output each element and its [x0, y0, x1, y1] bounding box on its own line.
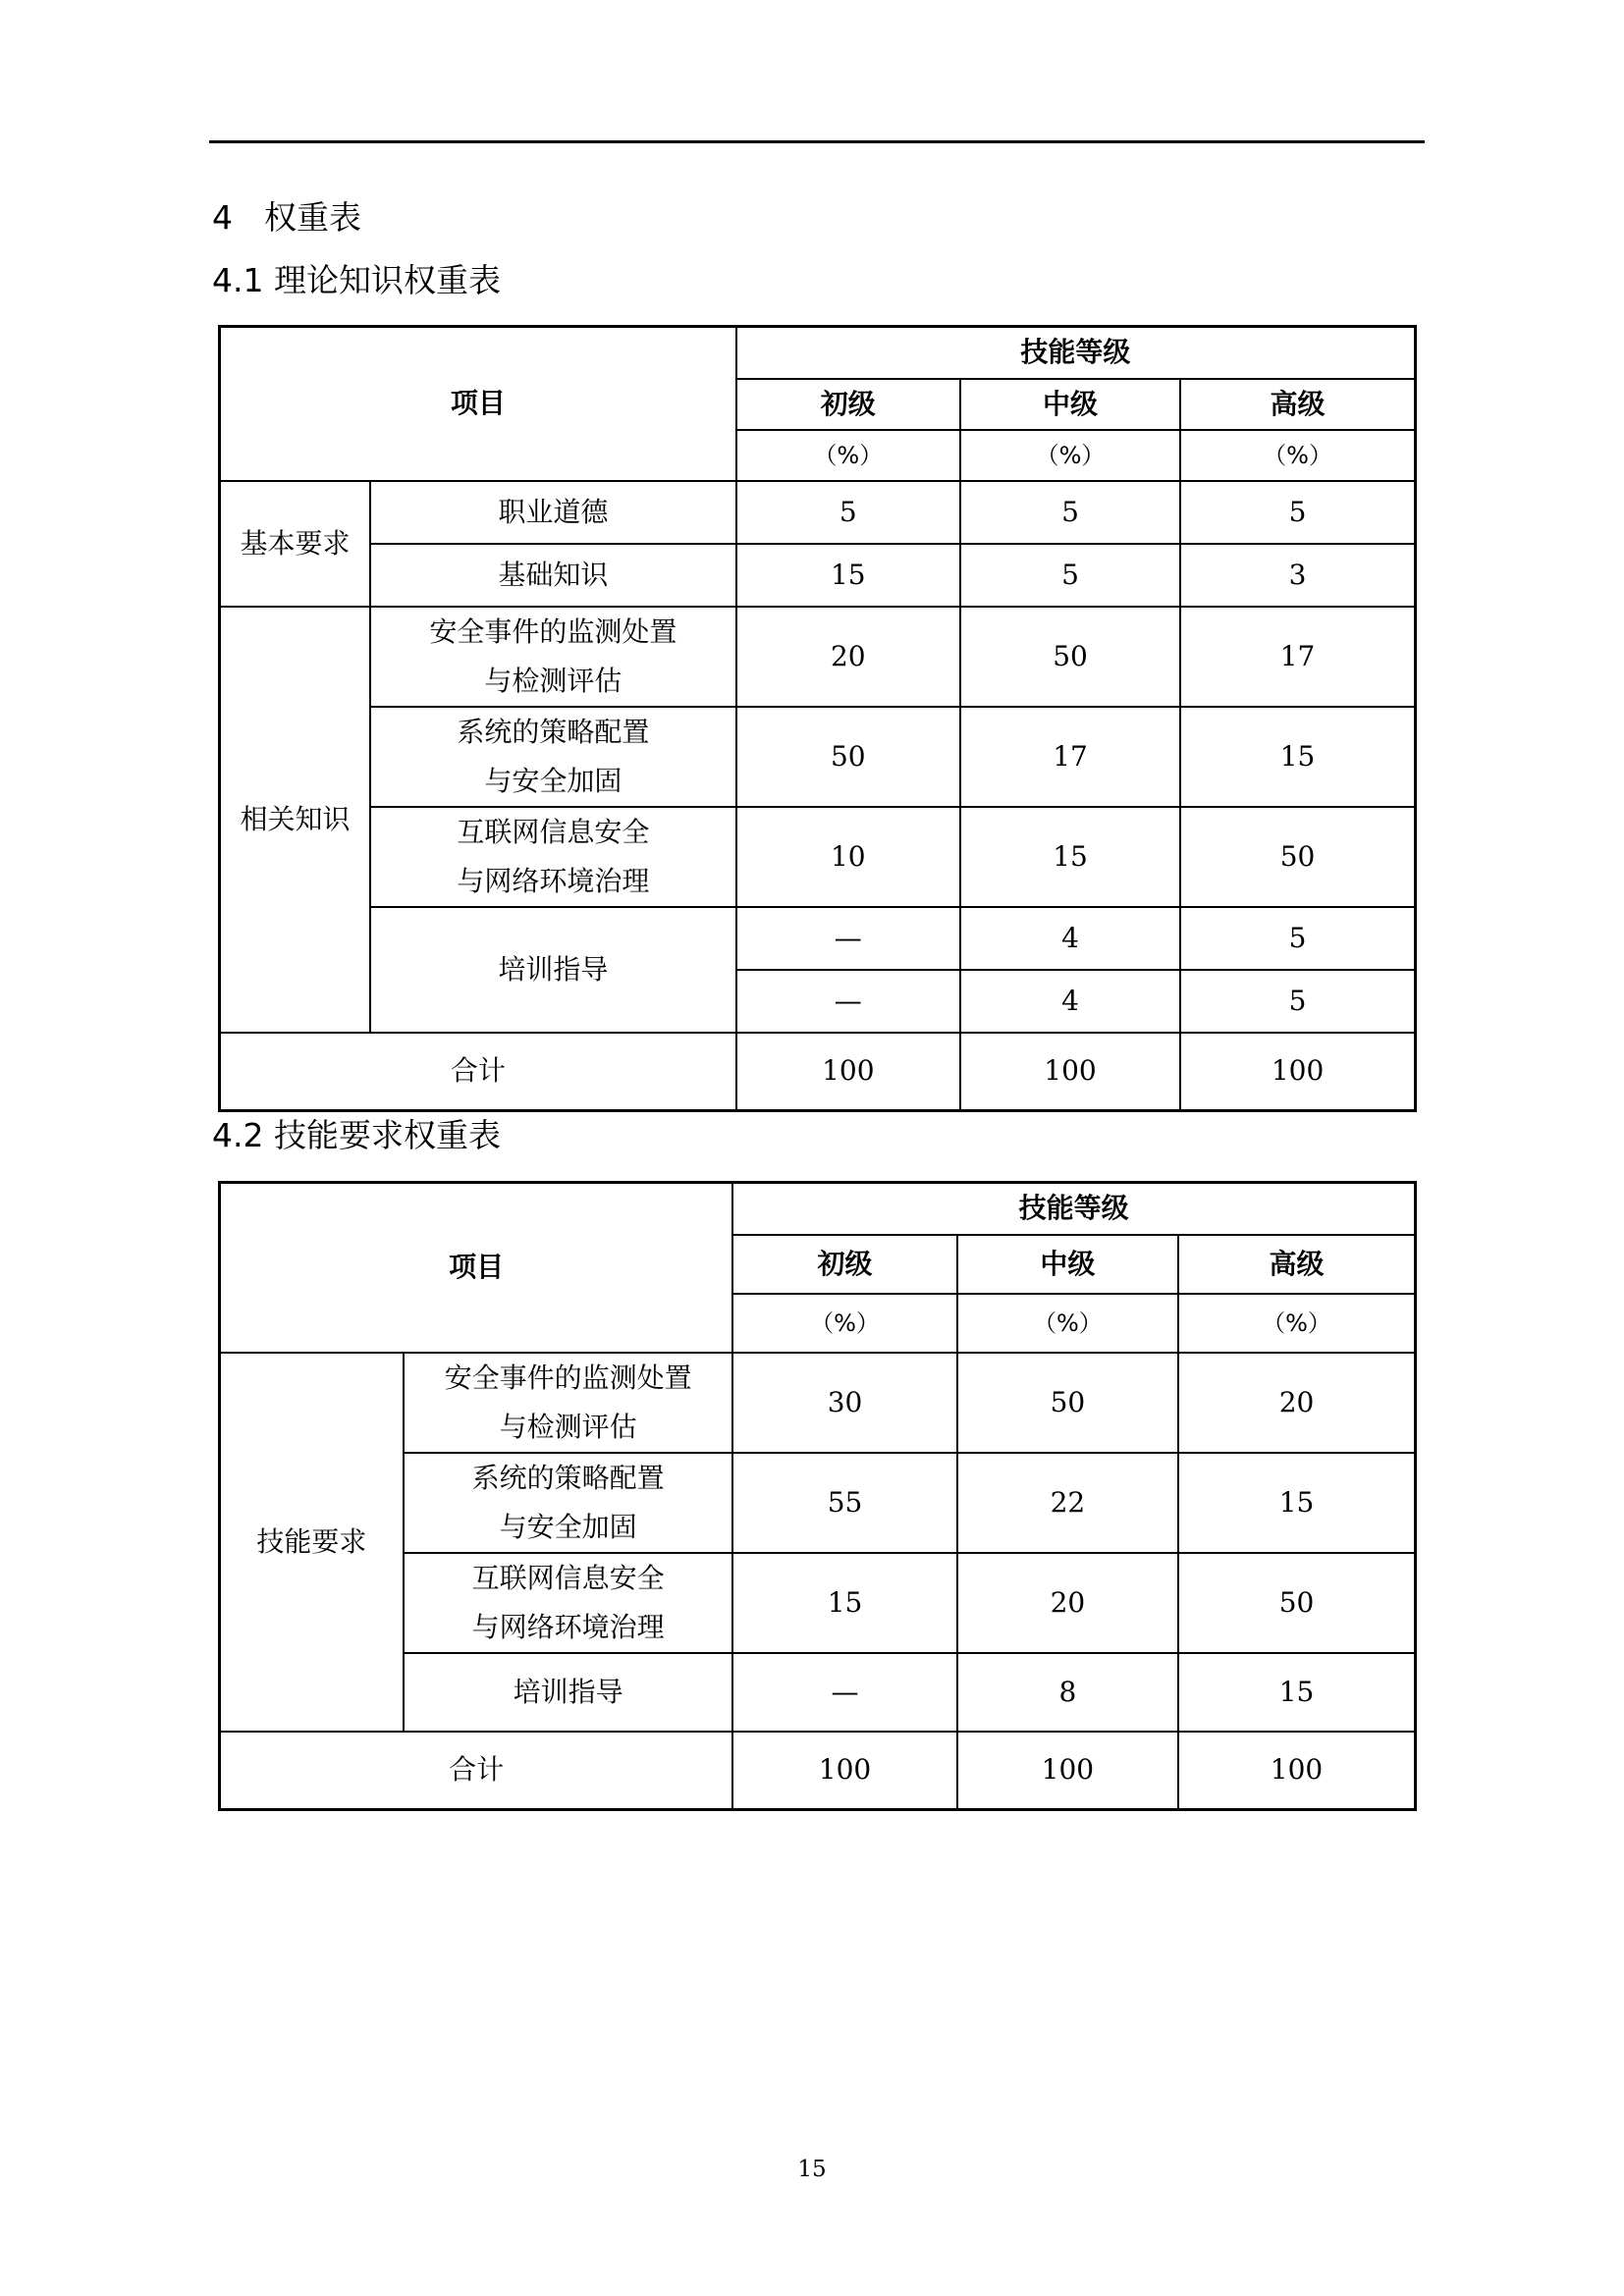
- row-label-line: 与检测评估: [499, 1410, 637, 1443]
- table-cell: 55: [732, 1453, 956, 1553]
- header-level-junior: 初级: [736, 379, 960, 430]
- total-cell: 100: [960, 1033, 1180, 1111]
- table-cell: 5: [1180, 907, 1415, 970]
- header-unit: （%）: [960, 430, 1180, 481]
- row-label-line: 互联网信息安全: [471, 1561, 665, 1594]
- theory-heading: 4.1 理论知识权重表: [212, 261, 501, 299]
- table-cell: —: [736, 907, 960, 970]
- table-cell: —: [736, 970, 960, 1033]
- skills-weight-table: [218, 1181, 1417, 1811]
- table-cell: 15: [736, 544, 960, 607]
- table-cell: 50: [1178, 1553, 1415, 1653]
- row-label: 职业道德: [370, 481, 736, 544]
- header-unit: （%）: [1178, 1294, 1415, 1353]
- row-label-line: 与检测评估: [484, 664, 623, 697]
- total-cell: 100: [1178, 1732, 1415, 1810]
- group-label: 基本要求: [220, 481, 371, 607]
- row-label: [370, 607, 736, 707]
- row-label-line: 互联网信息安全: [457, 815, 650, 848]
- table-cell: 30: [732, 1353, 956, 1453]
- table-cell: 5: [1180, 481, 1415, 544]
- section-number: 4: [212, 198, 233, 237]
- header-unit: （%）: [732, 1294, 956, 1353]
- table-cell: 50: [1180, 807, 1415, 907]
- page-number: 15: [797, 2157, 827, 2182]
- table-cell: 5: [736, 481, 960, 544]
- row-label-line: 安全事件的监测处置: [429, 614, 677, 648]
- header-level-intermediate: 中级: [960, 379, 1180, 430]
- total-cell: 100: [1180, 1033, 1415, 1111]
- table-cell: 4: [960, 907, 1180, 970]
- table-cell: 50: [960, 607, 1180, 707]
- table-cell: 10: [736, 807, 960, 907]
- table-cell: —: [732, 1653, 956, 1732]
- header-unit: （%）: [957, 1294, 1178, 1353]
- row-label: [370, 807, 736, 907]
- table-cell: 3: [1180, 544, 1415, 607]
- table-cell: 15: [732, 1553, 956, 1653]
- row-label-line: 系统的策略配置: [471, 1461, 665, 1494]
- header-level-intermediate: 中级: [957, 1235, 1178, 1294]
- table-cell: 22: [957, 1453, 1178, 1553]
- total-label: 合计: [220, 1033, 736, 1111]
- table-cell: 5: [960, 481, 1180, 544]
- table-cell: 20: [736, 607, 960, 707]
- table-cell: 20: [1178, 1353, 1415, 1453]
- skills-heading: 4.2 技能要求权重表: [212, 1116, 501, 1154]
- row-label-line: 与网络环境治理: [471, 1610, 665, 1643]
- header-level-junior: 初级: [732, 1235, 956, 1294]
- table-cell: 5: [960, 544, 1180, 607]
- table-cell: 50: [736, 707, 960, 807]
- total-label: 合计: [220, 1732, 733, 1810]
- row-label: 培训指导: [404, 1653, 733, 1732]
- table-cell: 15: [1178, 1653, 1415, 1732]
- table-cell: 17: [960, 707, 1180, 807]
- table-cell: 17: [1180, 607, 1415, 707]
- table-cell: 50: [957, 1353, 1178, 1453]
- table-cell: 20: [957, 1553, 1178, 1653]
- row-label: [404, 1353, 733, 1453]
- row-label: [370, 707, 736, 807]
- row-label: [404, 1453, 733, 1553]
- table-cell: 4: [960, 970, 1180, 1033]
- row-label: 培训指导: [370, 907, 736, 1033]
- table-cell: 8: [957, 1653, 1178, 1732]
- table-cell: 15: [1178, 1453, 1415, 1553]
- total-cell: 100: [736, 1033, 960, 1111]
- total-cell: 100: [957, 1732, 1178, 1810]
- section-title: 权重表: [264, 198, 361, 237]
- header-level-senior: 高级: [1178, 1235, 1415, 1294]
- theory-weight-table: [218, 325, 1417, 1112]
- header-item: 项目: [220, 327, 736, 481]
- header-unit: （%）: [736, 430, 960, 481]
- row-label: [404, 1553, 733, 1653]
- row-label-line: 系统的策略配置: [457, 715, 650, 748]
- header-level-senior: 高级: [1180, 379, 1415, 430]
- group-label: 相关知识: [220, 607, 371, 1033]
- header-rule: [209, 140, 1425, 143]
- header-skill-level: 技能等级: [732, 1183, 1415, 1235]
- row-label-line: 与安全加固: [499, 1510, 637, 1543]
- group-label: 技能要求: [220, 1353, 404, 1732]
- table-cell: 15: [1180, 707, 1415, 807]
- section-heading: [212, 198, 361, 238]
- row-label-line: 安全事件的监测处置: [444, 1361, 692, 1394]
- row-label-line: 与网络环境治理: [457, 864, 650, 897]
- total-cell: 100: [732, 1732, 956, 1810]
- table-cell: 5: [1180, 970, 1415, 1033]
- row-label: 基础知识: [370, 544, 736, 607]
- header-skill-level: 技能等级: [736, 327, 1416, 379]
- row-label-line: 与安全加固: [484, 764, 623, 797]
- header-unit: （%）: [1180, 430, 1415, 481]
- table-cell: 15: [960, 807, 1180, 907]
- header-item: 项目: [220, 1183, 733, 1353]
